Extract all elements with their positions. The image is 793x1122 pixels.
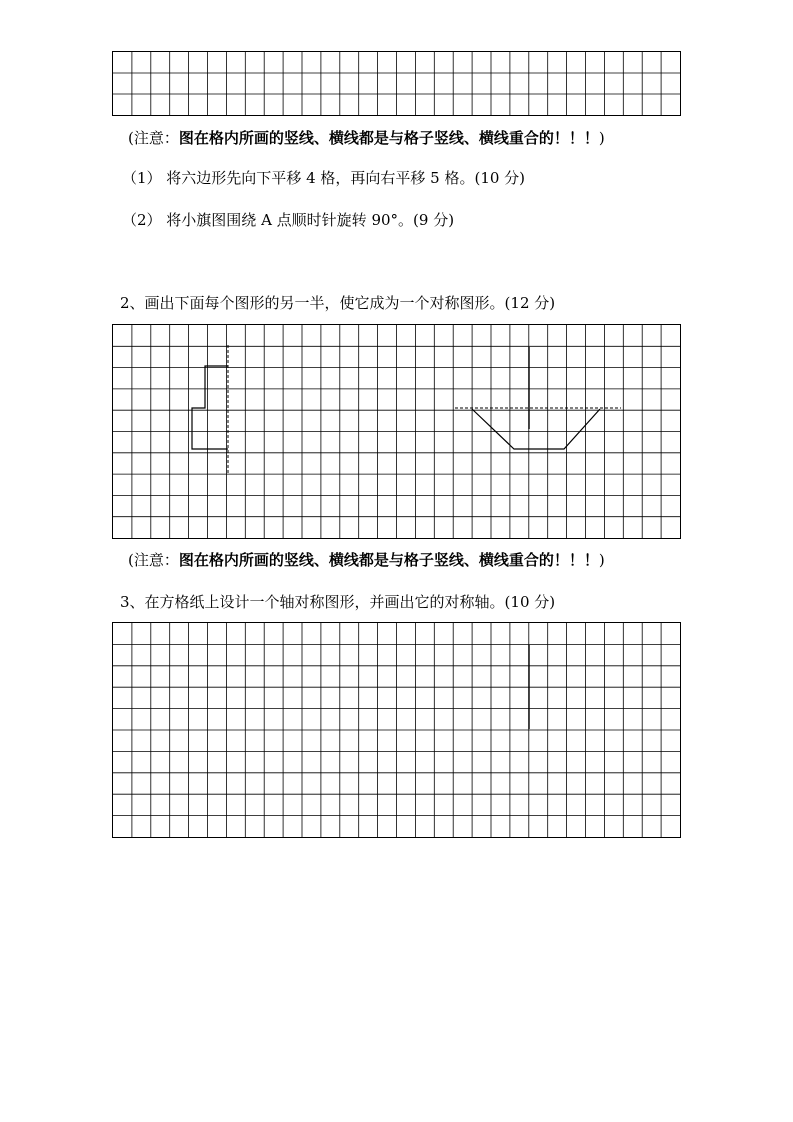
grid-lines-2 [113, 325, 680, 538]
note-bold-text: 图在格内所画的竖线、横线都是与格子竖线、横线重合的！！！ [178, 551, 599, 569]
note-line-2 [128, 550, 605, 570]
question-1-part-1: （1） 将六边形先向下平移 4 格，再向右平移 5 格。(10 分) [122, 169, 526, 187]
left-half-figure [192, 366, 228, 449]
note-line-1 [128, 128, 605, 148]
grid-paper-3 [112, 622, 681, 838]
question-3-prompt: 3、在方格纸上设计一个轴对称图形，并画出它的对称轴。(10 分) [120, 593, 556, 611]
note-bold-text: 图在格内所画的竖线、横线都是与格子竖线、横线重合的！！！ [178, 129, 599, 147]
question-2-prompt: 2、画出下面每个图形的另一半，使它成为一个对称图形。(12 分) [120, 294, 556, 312]
grid-paper-1 [112, 51, 681, 116]
question-1-part-2: （2） 将小旗图围绕 A 点顺时针旋转 90°。(9 分) [122, 211, 455, 229]
grid-lines-3 [113, 623, 680, 837]
note-close: ) [598, 129, 605, 147]
note-open: (注意： [128, 551, 179, 569]
grid-paper-2 [112, 324, 681, 539]
note-open: (注意： [128, 129, 179, 147]
grid-lines-1 [113, 52, 680, 115]
note-close: ) [598, 551, 605, 569]
